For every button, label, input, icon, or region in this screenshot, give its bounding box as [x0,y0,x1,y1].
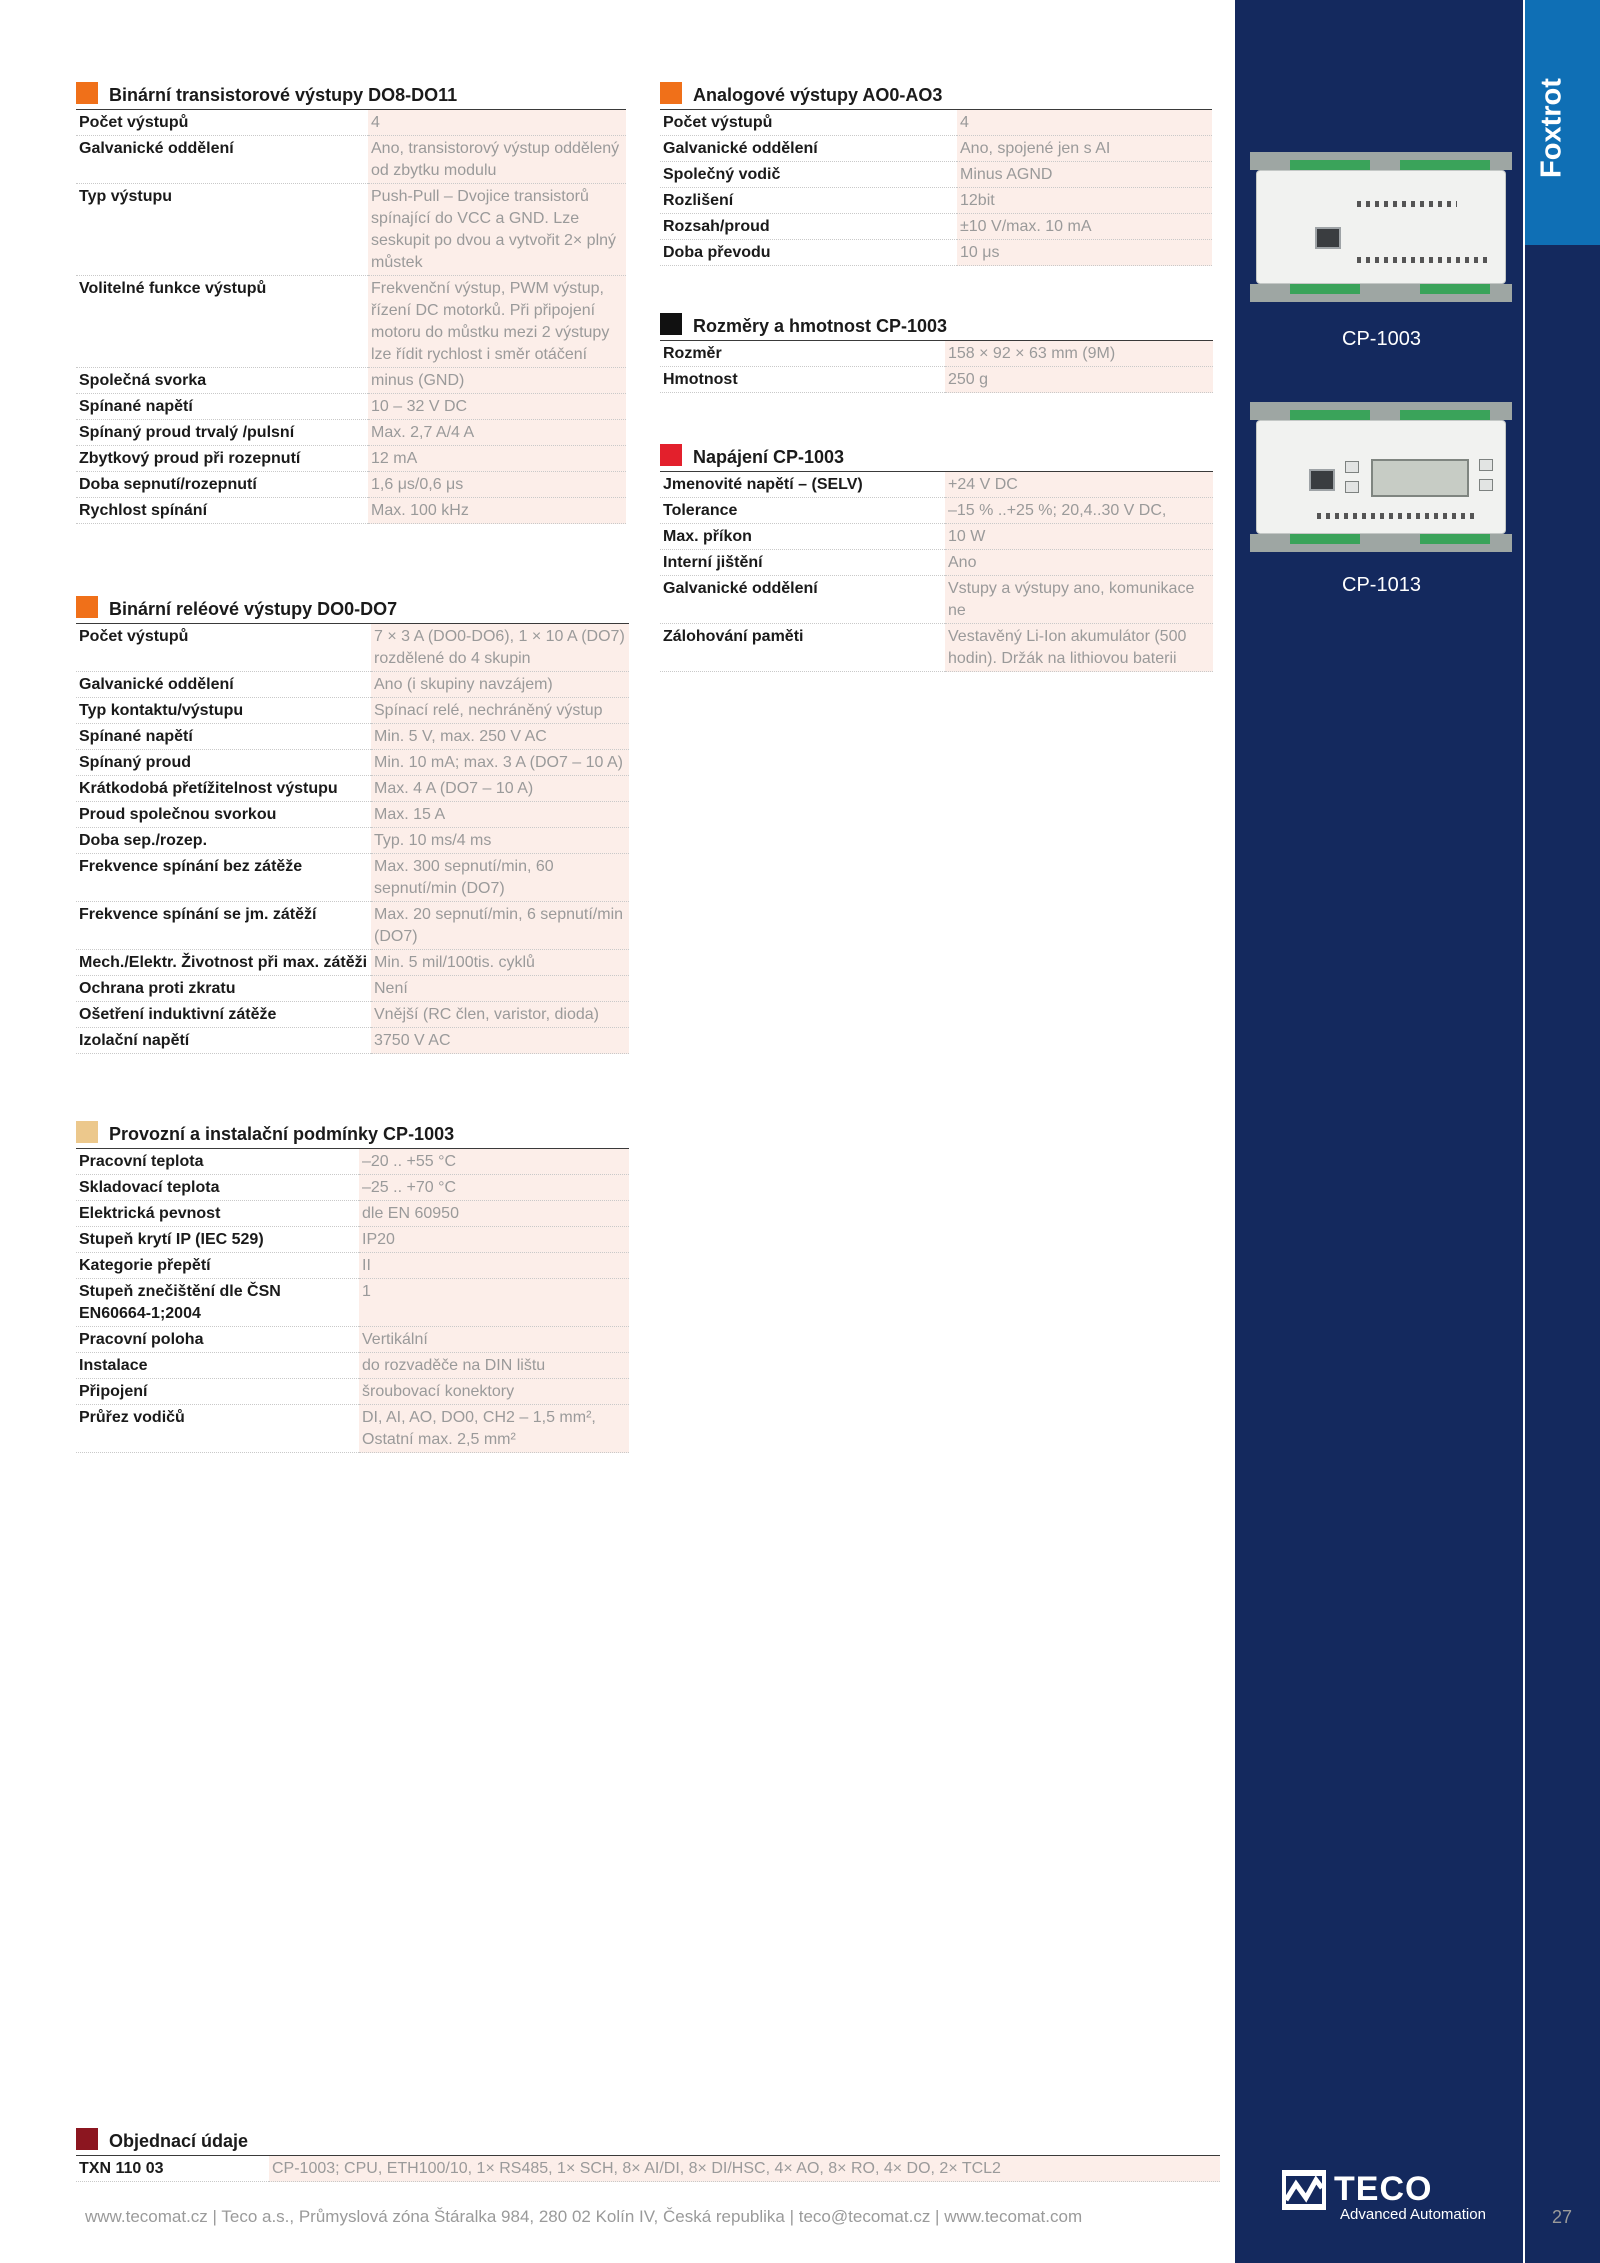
spec-label: Proud společnou svorkou [76,802,371,828]
spec-label: Max. příkon [660,524,945,550]
table-row [660,550,1213,576]
spec-value: Min. 5 mil/100tis. cyklů [371,950,629,976]
table-row [76,1327,629,1353]
table-row [76,1002,629,1028]
category-tab-label: Foxtrot [1535,78,1568,178]
spec-table [76,1149,629,1453]
spec-value: 12bit [957,188,1212,214]
table-row [660,110,1212,136]
svg-text:TECO: TECO [1334,2170,1433,2208]
section-title: Binární reléové výstupy DO0-DO7 [109,599,398,619]
table-row [660,341,1213,367]
spec-value: 1 [359,1279,629,1327]
table-row [660,240,1212,266]
spec-value: Min. 10 mA; max. 3 A (DO7 – 10 A) [371,750,629,776]
spec-label: Volitelné funkce výstupů [76,276,368,368]
spec-value: Push-Pull – Dvojice transistorů spínající do VCC a GND. Lze seskupit po dvou a vytvořit 2× plný můstek [368,184,626,276]
spec-label: Doba sep./rozep. [76,828,371,854]
spec-label: Společná svorka [76,368,368,394]
table-row [660,472,1213,498]
spec-label: Stupeň krytí IP (IEC 529) [76,1227,359,1253]
table-row [76,776,629,802]
spec-value: Minus AGND [957,162,1212,188]
section-title: Objednací údaje [109,2131,249,2151]
table-row [76,420,626,446]
table-row [76,446,626,472]
spec-value: Vertikální [359,1327,629,1353]
spec-label: Stupeň znečištění dle ČSN EN60664-1;2004 [76,1279,359,1327]
section-title: Provozní a instalační podmínky CP-1003 [109,1124,455,1144]
sidebar-divider [1523,0,1525,2263]
spec-value: 7 × 3 A (DO0-DO6), 1 × 10 A (DO7) rozdělené do 4 skupin [371,624,629,672]
spec-label: Zálohování paměti [660,624,945,672]
table-row [660,214,1212,240]
table-row [76,110,626,136]
spec-table [76,624,629,1054]
device-caption-cp1013: CP-1013 [1342,574,1421,596]
spec-value: 250 g [945,367,1213,393]
section-color-square [76,1121,98,1143]
section-color-square [76,82,98,104]
spec-label: Ošetření induktivní zátěže [76,1002,371,1028]
section-title: Rozměry a hmotnost CP-1003 [693,316,948,336]
table-row [660,624,1213,672]
spec-value: 4 [957,110,1212,136]
spec-value: do rozvaděče na DIN lištu [359,1353,629,1379]
spec-label: Skladovací teplota [76,1175,359,1201]
spec-value: 10 W [945,524,1213,550]
section-color-square [660,313,682,335]
spec-value: Frekvenční výstup, PWM výstup, řízení DC motorků. Při připojení motoru do můstku mezi 2 výstupy lze řídit rychlost i směr otáčení [368,276,626,368]
spec-table [76,110,626,524]
spec-value: CP-1003; CPU, ETH100/10, 1× RS485, 1× SCH, 8× AI/DI, 8× DI/HSC, 4× AO, 8× RO, 4× DO, 2× TCL2 [269,2156,1220,2182]
spec-value: Min. 5 V, max. 250 V AC [371,724,629,750]
table-row [76,2156,1220,2182]
table-row [660,524,1213,550]
spec-label: Rozměr [660,341,945,367]
spec-value: Max. 4 A (DO7 – 10 A) [371,776,629,802]
spec-table [660,472,1213,672]
spec-label: Připojení [76,1379,359,1405]
table-row [76,902,629,950]
spec-value: II [359,1253,629,1279]
spec-table [76,2156,1220,2182]
table-row [76,184,626,276]
spec-label: Spínaný proud [76,750,371,776]
spec-label: Spínaný proud trvalý /pulsní [76,420,368,446]
spec-label: Počet výstupů [76,624,371,672]
spec-value: Max. 100 kHz [368,498,626,524]
table-row [76,1227,629,1253]
spec-label: Galvanické oddělení [76,672,371,698]
spec-label: Kategorie přepětí [76,1253,359,1279]
table-row [76,854,629,902]
spec-label: Rozsah/proud [660,214,957,240]
spec-label: Galvanické oddělení [76,136,368,184]
spec-label: Pracovní poloha [76,1327,359,1353]
section-power-supply [660,444,1213,672]
table-row [660,136,1212,162]
section-color-square [76,596,98,618]
spec-value: Max. 2,7 A/4 A [368,420,626,446]
spec-label: Rychlost spínání [76,498,368,524]
spec-value: Ano, spojené jen s AI [957,136,1212,162]
section-color-square [660,444,682,466]
section-title: Analogové výstupy AO0-AO3 [693,85,943,105]
spec-value: 4 [368,110,626,136]
spec-table [660,110,1212,266]
spec-value: 10 μs [957,240,1212,266]
table-row [660,162,1212,188]
logo-tagline: Advanced Automation [1340,2206,1486,2223]
table-row [76,624,629,672]
footer-contact: www.tecomat.cz | Teco a.s., Průmyslová zóna Štáralka 984, 280 02 Kolín IV, Česká republika | teco@tecomat.cz | www.tecomat.com [85,2207,1083,2226]
table-row [76,1405,629,1453]
spec-value: 10 – 32 V DC [368,394,626,420]
table-row [76,136,626,184]
spec-value: Ano, transistorový výstup oddělený od zbytku modulu [368,136,626,184]
table-row [76,1201,629,1227]
spec-label: Krátkodobá přetížitelnost výstupu [76,776,371,802]
table-row [76,950,629,976]
spec-label: Ochrana proti zkratu [76,976,371,1002]
section-operating-conditions [76,1121,629,1453]
spec-label: Interní jištění [660,550,945,576]
spec-value: +24 V DC [945,472,1213,498]
spec-value: –20 .. +55 °C [359,1149,629,1175]
table-row [76,724,629,750]
table-row [76,498,626,524]
spec-value: šroubovací konektory [359,1379,629,1405]
spec-label: Galvanické oddělení [660,576,945,624]
spec-value: Ano (i skupiny navzájem) [371,672,629,698]
table-row [660,188,1212,214]
section-title: Napájení CP-1003 [693,447,845,467]
spec-value: DI, AI, AO, DO0, CH2 – 1,5 mm², Ostatní max. 2,5 mm² [359,1405,629,1453]
spec-value: dle EN 60950 [359,1201,629,1227]
spec-label: Instalace [76,1353,359,1379]
spec-value: Typ. 10 ms/4 ms [371,828,629,854]
spec-label: Doba sepnutí/rozepnutí [76,472,368,498]
table-row [76,802,629,828]
spec-value: Vestavěný Li-Ion akumulátor (500 hodin). Držák na lithiovou baterii [945,624,1213,672]
device-image-cp1013 [1250,398,1512,556]
table-row [76,750,629,776]
table-row [660,367,1213,393]
spec-label: Tolerance [660,498,945,524]
spec-label: Spínané napětí [76,724,371,750]
table-row [76,1379,629,1405]
spec-value: Ano [945,550,1213,576]
section-title: Binární transistorové výstupy DO8-DO11 [109,85,458,105]
spec-label: Elektrická pevnost [76,1201,359,1227]
spec-label: Hmotnost [660,367,945,393]
spec-value: 3750 V AC [371,1028,629,1054]
section-analog-outputs [660,82,1212,266]
table-row [76,1028,629,1054]
section-transistor-outputs [76,82,626,524]
spec-label: Mech./Elektr. Životnost při max. zátěži [76,950,371,976]
table-row [76,472,626,498]
spec-label: Rozlišení [660,188,957,214]
spec-value: Vnější (RC člen, varistor, dioda) [371,1002,629,1028]
table-row [660,498,1213,524]
spec-value: Max. 15 A [371,802,629,828]
spec-label: Zbytkový proud při rozepnutí [76,446,368,472]
table-row [76,276,626,368]
table-row [76,1279,629,1327]
spec-value: IP20 [359,1227,629,1253]
table-row [660,576,1213,624]
spec-value: Spínací relé, nechráněný výstup [371,698,629,724]
spec-label: Doba převodu [660,240,957,266]
table-row [76,698,629,724]
spec-label: Galvanické oddělení [660,136,957,162]
spec-label: Typ kontaktu/výstupu [76,698,371,724]
device-image-cp1003 [1250,148,1512,306]
table-row [76,368,626,394]
table-row [76,1353,629,1379]
spec-label: Průřez vodičů [76,1405,359,1453]
spec-label: Pracovní teplota [76,1149,359,1175]
spec-value: Není [371,976,629,1002]
table-row [76,1253,629,1279]
table-row [76,976,629,1002]
table-row [76,672,629,698]
spec-label: Jmenovité napětí – (SELV) [660,472,945,498]
spec-label: Izolační napětí [76,1028,371,1054]
spec-label: TXN 110 03 [76,2156,269,2182]
spec-label: Frekvence spínání bez zátěže [76,854,371,902]
page-number: 27 [1552,2207,1573,2227]
spec-table [660,341,1213,393]
spec-value: 1,6 μs/0,6 μs [368,472,626,498]
section-dimensions [660,313,1213,393]
spec-value: 158 × 92 × 63 mm (9M) [945,341,1213,367]
table-row [76,1175,629,1201]
spec-value: 12 mA [368,446,626,472]
spec-value: minus (GND) [368,368,626,394]
spec-value: Max. 300 sepnutí/min, 60 sepnutí/min (DO7) [371,854,629,902]
spec-label: Společný vodič [660,162,957,188]
section-relay-outputs [76,596,629,1054]
spec-label: Typ výstupu [76,184,368,276]
spec-value: –15 % ..+25 %; 20,4..30 V DC, [945,498,1213,524]
device-caption-cp1003: CP-1003 [1342,328,1421,350]
spec-value: Vstupy a výstupy ano, komunikace ne [945,576,1213,624]
section-color-square [76,2128,98,2150]
table-row [76,394,626,420]
spec-value: ±10 V/max. 10 mA [957,214,1212,240]
spec-label: Frekvence spínání se jm. zátěží [76,902,371,950]
table-row [76,828,629,854]
spec-label: Spínané napětí [76,394,368,420]
spec-label: Počet výstupů [660,110,957,136]
spec-label: Počet výstupů [76,110,368,136]
section-color-square [660,82,682,104]
spec-value: –25 .. +70 °C [359,1175,629,1201]
section-order-info [76,2128,1220,2182]
table-row [76,1149,629,1175]
spec-value: Max. 20 sepnutí/min, 6 sepnutí/min (DO7) [371,902,629,950]
